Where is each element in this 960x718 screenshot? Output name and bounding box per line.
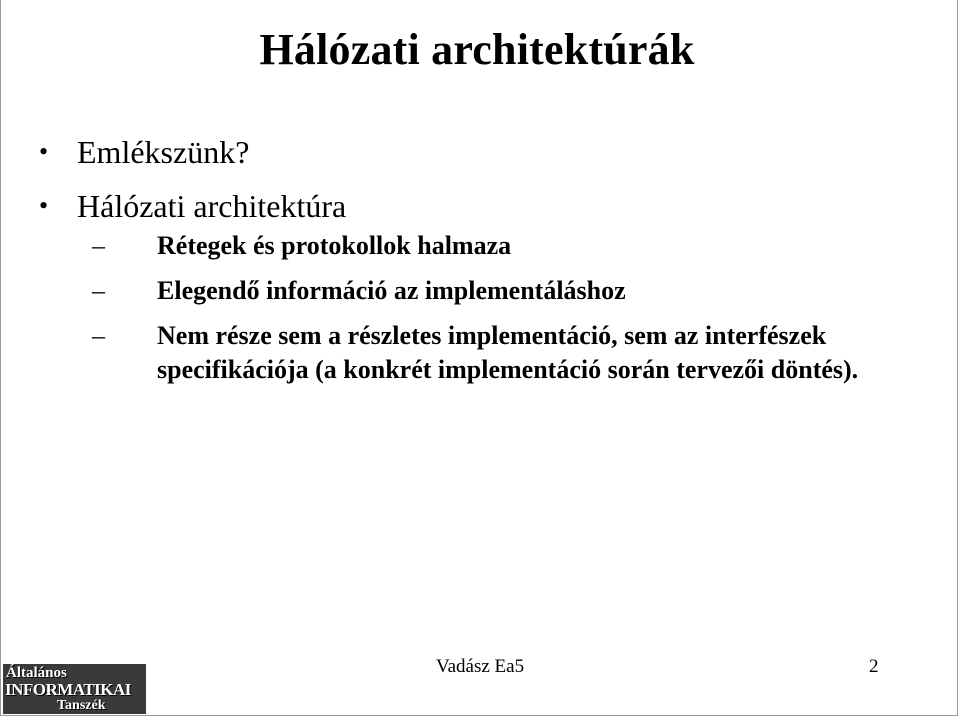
- bullet-icon: •: [39, 137, 49, 166]
- sub-bullet-text: Nem része sem a részletes implementáció, sem az interfészek specifikációja (a konkrét implementáció során tervezői döntés).: [157, 321, 859, 384]
- sub-bullet-text: Rétegek és protokollok halmaza: [157, 231, 512, 260]
- dash-icon: –: [92, 321, 105, 350]
- dash-icon: –: [92, 276, 105, 305]
- logo-line-3: Tanszék: [57, 698, 106, 713]
- footer-author: Vadász Ea5: [436, 656, 525, 677]
- sub-bullet-list: [92, 229, 954, 387]
- sub-bullet-item: [92, 319, 917, 387]
- sub-bullet-item: [92, 274, 917, 308]
- logo-line-1: Általános: [6, 665, 67, 681]
- bullet-text: Emlékszünk?: [77, 134, 250, 170]
- department-logo: [3, 664, 146, 714]
- slide-title: Hálózati architektúrák: [259, 25, 695, 74]
- dash-icon: –: [92, 231, 105, 260]
- sub-bullet-text: Elegendő információ az implementáláshoz: [157, 276, 626, 305]
- bullet-list: [39, 133, 939, 403]
- bullet-icon: •: [39, 191, 49, 220]
- bullet-item: [39, 133, 939, 171]
- logo-line-2: INFORMATIKAI: [5, 680, 131, 699]
- page-number: 2: [869, 656, 879, 677]
- bullet-text: Hálózati architektúra: [77, 188, 347, 224]
- sub-bullet-item: [92, 229, 917, 263]
- bullet-item: [39, 187, 939, 387]
